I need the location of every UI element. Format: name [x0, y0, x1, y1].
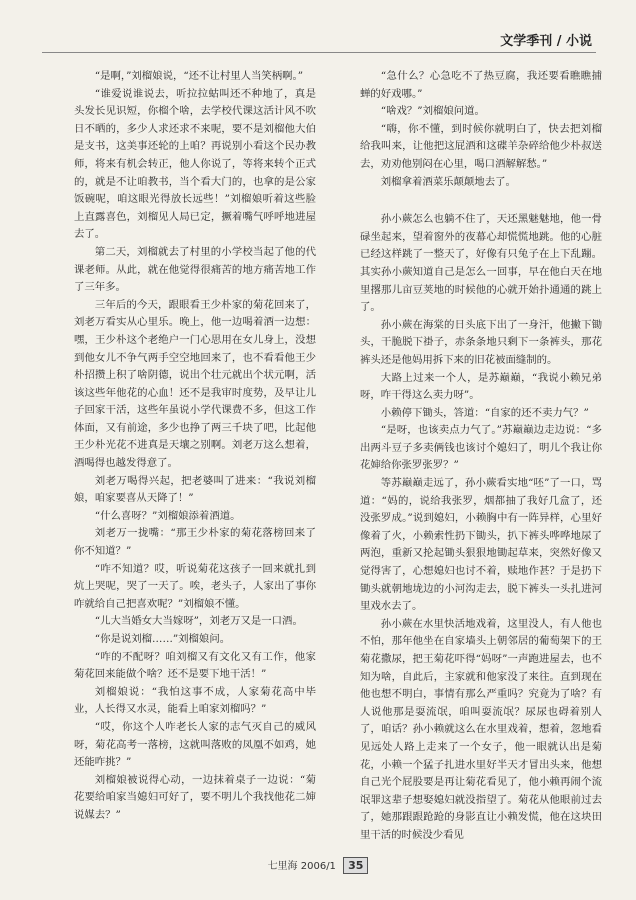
paragraph: 孙小蕨在水里快活地戏着，这里没人，有人他也不怕，那年他坐在自家墙头上朝邻居的葡萄架下的王菊花撒尿，把王菊花吓得“妈呀”一声跑进屋去，也不知为啥，自此后，主家就和他家没了来往。直到现在他也想不明白，事情有那么严重吗？究竟为了啥？有人说他那是耍流氓，咱叫耍流氓？尿尿也碍着别人了，咱话？孙小赖就这么在水里戏着，想着，忽地看见远处人路上走来了一个女子，他一眼就认出是菊花，小赖一个猛子扎进水里好半天才冒出头来，他想自己光个屁股要是再让菊花看见了，他小赖再闹个流氓罪这辈子想娶媳妇就没指望了。菊花从他眼前过去了，她那跟跟跄跄的身影直让小赖发慌，他在这块田里干活的时候没少看见 [360, 617, 602, 841]
paragraph: “咋不知道？哎，听说菊花这孩子一回来就扎到炕上哭呢，哭了一天了。唉，老头子，人家出了事你咋就给自己把喜欢呢？”刘榴娘不懂。 [74, 562, 316, 610]
right-column [360, 68, 602, 860]
paragraph: 刘老万喝得兴起，把老婆叫了进来：“我说刘榴娘，咱家要喜从天降了！” [74, 474, 316, 505]
paragraph: “是呀，也该卖点力气了。”苏巅巅边走边说：“多出两斗豆子多卖俩钱也该讨个媳妇了，明儿个我让你花婶给你张罗张罗？” [360, 424, 602, 472]
paragraph: “你是说刘榴……”刘榴娘问。 [94, 633, 231, 645]
page-footer [0, 857, 636, 874]
paragraph: 刘榴娘说：“我怕这事不成，人家菊花高中毕业，人长得又水灵，能看上咱家刘榴吗？” [74, 685, 316, 716]
paragraph: “是啊，”刘榴娘说，“还不让村里人当笑柄啊。” [94, 70, 304, 82]
paragraph: 大路上过来一个人，是苏巅巅，“我说小赖兄弟呀，咋干得这么卖力呀”。 [360, 371, 602, 402]
left-column [74, 68, 316, 860]
paragraph: 第二天，刘榴就去了村里的小学校当起了他的代课老师。从此，就在他觉得很痛苦的地方痛苦地工作了三年多。 [74, 245, 316, 294]
paragraph: “儿大当婚女大当嫁呀”，刘老万又是一口酒。 [94, 615, 303, 628]
magazine-section-header: 文学季刊 / 小说 [500, 34, 592, 49]
paragraph: 小赖停下锄头，答道：“自家的还不卖力气？” [380, 406, 589, 419]
paragraph: 孙小蕨怎么也躺不住了，天还黑魅魅地，他一骨碌坐起来，望着窗外的夜幕心却慌慌地跳。他的心脏已经这样跳了一整天了，好像有只兔子在上下乱蹦。其实孙小蕨知道自己是怎么一回事，早在他白天在地里撂那儿亩豆荚地的时候他的心就开始扑通通的跳上了。 [360, 213, 602, 314]
paragraph: 刘榴拿着酒菜乐颠颠地去了。 [380, 175, 516, 188]
paragraph: 三年后的今天，跟眼看王少朴家的菊花回来了，刘老万看实从心里乐。晚上，他一边喝着酒一边想：嘿，王少朴这个老绝户一门心思用在女儿身上，没想到他女儿不争气两手空空地回来了，也不看看他王少朴招攒上积了啥阴德，说出个壮元就出个状元啊，活该这些年他花的心血！还不是我审时度势，及早让儿子回家干活，这些年虽说小学代课费不多，但这工作体面，又有前途，多少也挣了两三千块了吧，比起他王少朴光花不进真是天壤之别啊。刘老万这么想着，酒喝得也越发得意了。 [74, 298, 316, 470]
paragraph: “咋的不配呀？咱刘榴又有文化又有工作，他家菊花回来能做个啥？还不是要下地干活！” [74, 650, 316, 681]
paragraph: “谁爱说谁说去，听拉拉蛄叫还不种地了，真是头发长见识短，你榴个啥，去学校代课这活计风不吹日不晒的，多少人求还求不来呢，要不是刘榴他大伯是支书，这美事还轮的上咱？再说别小看这个民办教师，将来有机会转正，他人你说了，等将来转个正式的，就是不让咱教书，当个看大门的，也拿的是公家饭碗呢，咱这眼光得放长远些！”刘榴娘听着这些脸上直露喜色，刘榴见人局已定，撅着嘴气呼呼地进屋去了。 [74, 87, 316, 241]
header-rule [42, 52, 596, 53]
paragraph: 刘榴娘被说得心动，一边抹着桌子一边说：“菊花要给咱家当媳妇可好了，要不明儿个我找他花二婶说媒去？” [74, 773, 316, 821]
paragraph: “哎，你这个人咋老长人家的志气灭自己的威风呀，菊花高考一落榜，这就叫落败的凤凰不如鸡，她还能咋挑？” [74, 720, 316, 769]
paragraph: “啥戏？”刘榴娘问道。 [380, 105, 485, 118]
paragraph: 孙小蕨在海棠的日头底下出了一身汗，他撇下锄头，干脆脱下褂子，赤条条地只剩下一条裤头，那花裤头还是他妈用拆下来的旧花被面缝制的。 [360, 318, 602, 366]
section-break [360, 191, 602, 211]
paragraph: “嗨，你不懂，到时候你就明白了，快去把刘榴给我叫来，让他把这屁酒和这碟羊杂碎给他少朴叔送去，劝劝他别闷在心里，喝口酒解解愁。” [360, 122, 602, 170]
paragraph: “急什么？心急吃不了热豆腐，我还要看瞧瞧捕蝉的好戏哪。” [360, 70, 602, 100]
paragraph: 等苏巅巅走远了，孙小蕨看实地“呸”了一口，骂道：“妈的，说给我张罗，烟都抽了我好几盒了，还没张罗成。”说到媳妇，小赖胸中有一阵异样，心里好像着了火，小赖索性扔下锄头，扒下裤头哗哗地尿了两泡，重新又抡起锄头狠狠地锄起草来，突然好像又觉得害了，心想媳妇也讨不着，赎地作甚？于是扔下锄头就朝地垅边的小河沟走去，脱下裤头一头扎进河里戏水去了。 [360, 477, 602, 613]
paragraph: “什么喜呀？”刘榴娘添着酒道。 [94, 509, 241, 522]
page-number: 35 [343, 857, 368, 874]
paragraph: 刘老万一拢嘴：“那王少朴家的菊花落榜回来了你不知道？” [74, 527, 316, 558]
magazine-issue: 七里海 2006/1 [267, 861, 336, 872]
